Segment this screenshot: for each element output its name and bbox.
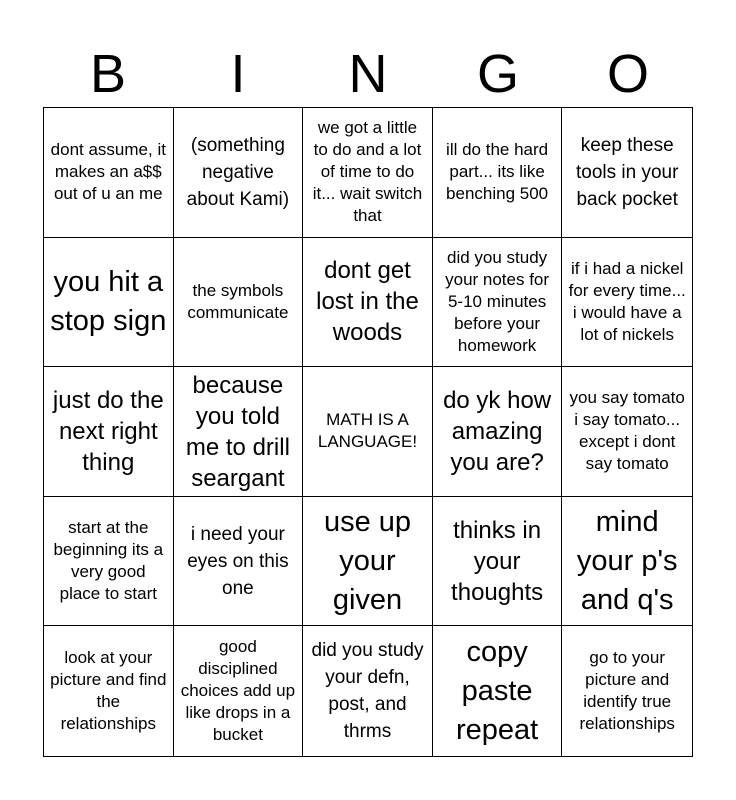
bingo-cell[interactable] [174, 108, 304, 238]
bingo-cell[interactable] [44, 626, 174, 756]
bingo-cell[interactable] [562, 367, 692, 497]
cell-text: go to your picture and identify true relationships [579, 648, 675, 734]
cell-text: did you study your notes for 5-10 minutes before your homework [445, 247, 550, 355]
cell-text: copy paste repeat [455, 635, 539, 746]
cell-text: look at your picture and find the relationships [50, 648, 167, 734]
cell-text: if i had a nickel for every time... i would have a lot of nickels [568, 258, 686, 344]
bingo-cell[interactable] [174, 497, 304, 627]
cell-text: you hit a stop sign [50, 265, 167, 337]
bingo-cell[interactable] [174, 238, 304, 368]
header-letter-n: N [348, 44, 388, 104]
cell-text: ill do the hard part... its like benching 500 [446, 140, 549, 204]
bingo-cell[interactable] [562, 626, 692, 756]
bingo-cell[interactable] [433, 626, 563, 756]
bingo-cell[interactable] [303, 497, 433, 627]
bingo-cell[interactable] [44, 367, 174, 497]
cell-text: use up your given [323, 505, 412, 616]
bingo-cell[interactable] [303, 626, 433, 756]
bingo-cell[interactable] [562, 238, 692, 368]
cell-text: keep these tools in your back pocket [575, 134, 679, 210]
bingo-cell[interactable] [562, 108, 692, 238]
header-letter-i: I [230, 44, 246, 104]
header-letter-o: O [606, 44, 649, 104]
cell-text: mind your p's and q's [576, 505, 678, 616]
bingo-cell[interactable] [44, 238, 174, 368]
cell-text: MATH IS A LANGUAGE! [317, 410, 418, 452]
bingo-header [43, 40, 693, 108]
cell-text: did you study your defn, post, and thrms [311, 640, 424, 743]
bingo-cell[interactable] [433, 367, 563, 497]
cell-text: because you told me to drill seargant [185, 371, 290, 492]
cell-text: (something negative about Kami) [186, 134, 290, 210]
cell-text: we got a little to do and a lot of time to do it... wait switch that [312, 118, 423, 226]
bingo-cell[interactable] [562, 497, 692, 627]
header-letter-g: G [476, 44, 519, 104]
header-letter-b: B [89, 44, 127, 104]
bingo-cell[interactable] [44, 108, 174, 238]
bingo-cell[interactable] [174, 626, 304, 756]
cell-text: the symbols communicate [187, 280, 289, 322]
cell-text: just do the next right thing [52, 386, 164, 476]
bingo-grid [43, 107, 693, 757]
cell-text: good disciplined choices add up like drops in a bucket [180, 637, 296, 745]
bingo-cell[interactable] [433, 108, 563, 238]
cell-text: thinks in your thoughts [451, 516, 544, 606]
bingo-cell free-space[interactable] [303, 367, 433, 497]
cell-text: do yk how amazing you are? [443, 386, 552, 476]
bingo-cell[interactable] [303, 238, 433, 368]
cell-text: you say tomato i say tomato... except i dont say tomato [569, 388, 685, 474]
bingo-cell[interactable] [433, 497, 563, 627]
bingo-cell[interactable] [303, 108, 433, 238]
bingo-cell[interactable] [44, 497, 174, 627]
bingo-cell[interactable] [433, 238, 563, 368]
cell-text: start at the beginning its a very good place to start [53, 518, 164, 604]
cell-text: dont assume, it makes an a$$ out of u an me [50, 140, 166, 204]
cell-text: dont get lost in the woods [316, 257, 419, 347]
bingo-cell[interactable] [174, 367, 304, 497]
cell-text: i need your eyes on this one [187, 523, 289, 599]
